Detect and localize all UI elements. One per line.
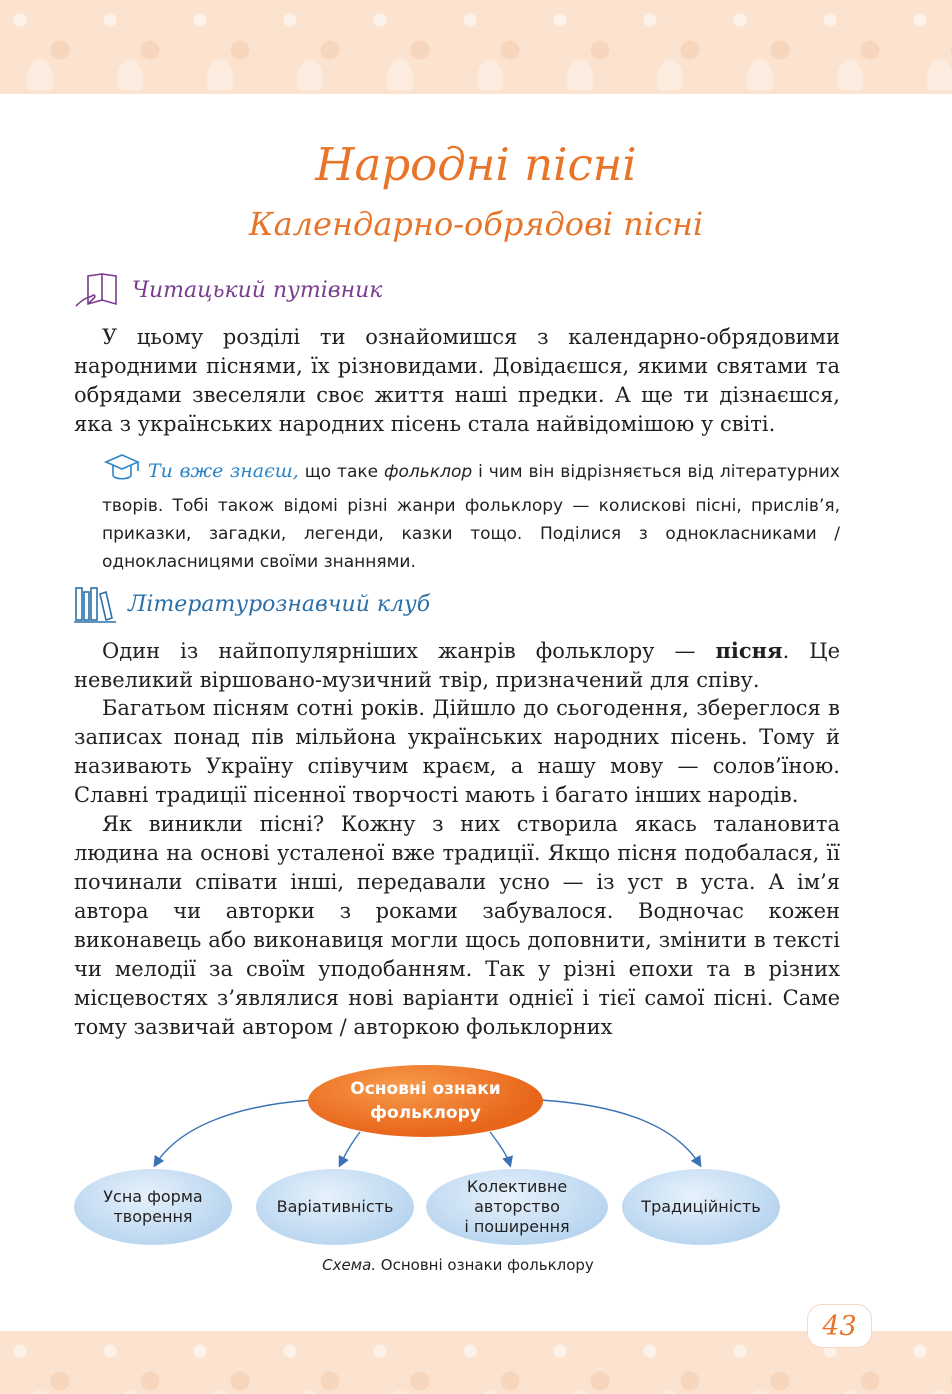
diagram-caption: Схема. Основні ознаки фольклору <box>322 1256 594 1274</box>
club-paragraph-1: Один із найпопулярніших жанрів фольклору — пісня. Це невеликий віршовано-музичний твір, призначений для співу. <box>74 638 841 692</box>
diagram-node-collective-authorship: Колективне авторство і поширення <box>426 1169 608 1245</box>
decorative-header-band <box>0 0 952 94</box>
folklore-features-diagram <box>60 1060 800 1255</box>
diagram-main-node: Основні ознаки фольклору <box>308 1065 543 1137</box>
term-song: пісня <box>715 638 783 663</box>
club-paragraph-2: Багатьом пісням сотні років. Дійшло до сьогодення, збереглося в записах понад пів мільйона українських народних пісень. Тому й називають Україну співучим краєм, а нашу мову — солов’їною. Славні традиції пісенної творчості мають і багато інших народів. <box>74 696 840 807</box>
page-subtitle: Календарно-обрядові пісні <box>248 205 704 243</box>
graduation-cap-icon <box>102 453 142 492</box>
known-note: Ти вже знаєш, що таке фольклор і чим він відрізняється від літературних творів. Тобі також відомі різні жанри фольклору — колискові пісні, прислів’я, приказки, загадки, легенди, казки тощо. Поділися з однокласниками / однокласницями своїми знаннями. <box>102 453 840 576</box>
reader-guide-text: У цьому розділі ти ознайомишся з календарно-обрядовими народними піснями, їх різновидами. Довідаєшся, якими святами та обрядами звеселяли своє життя наші предки. А ще ти дізнаєшся, яка з українських народних пісень стала найвідомішою у світі. <box>74 325 840 436</box>
page-number: 43 <box>808 1305 871 1347</box>
book-hand-icon <box>74 270 120 310</box>
page-title: Народні пісні <box>315 138 637 191</box>
known-note-lead: Ти вже знаєш, <box>148 460 299 482</box>
reader-guide-label: Читацький путівник <box>132 277 383 303</box>
reader-guide-heading <box>74 268 382 312</box>
bookshelf-icon <box>74 584 116 624</box>
club-paragraph-3: Як виникли пісні? Кожну з них створила якась талановита людина на основі усталеної вже традиції. Якщо пісня подобалася, її починали співати інші, передавали усно — із уст в уста. А ім’я автора чи авторки з роками забувалося. Водночас кожен виконавець або виконавиця могли щось доповнити, змінити в тексті чи мелодії за своїм уподобанням. Так у різні епохи та в різних місцевостях з’являлися нові варіанти однієї і тієї самої пісні. Саме тому зазвичай автором / авторкою фольклорних <box>74 812 840 1039</box>
diagram-node-variability: Варіативність <box>256 1169 414 1245</box>
diagram-node-oral-form: Усна форма творення <box>74 1169 232 1245</box>
term-folklore: фольклор <box>384 462 473 482</box>
literary-club-heading <box>74 582 430 626</box>
diagram-node-traditionality: Традиційність <box>622 1169 780 1245</box>
literary-club-label: Літературознавчий клуб <box>128 591 431 617</box>
